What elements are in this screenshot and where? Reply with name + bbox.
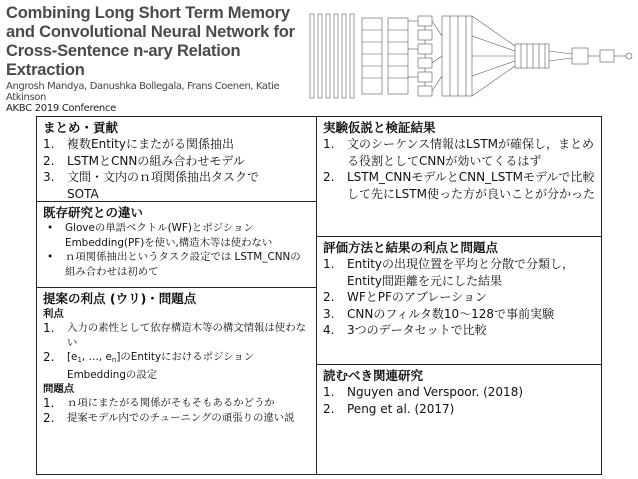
proposal-title: 提案の利点 (ウリ)・問題点 [43,291,197,306]
list-item: 2. 提案モデル内でのチューニングの頑張りの違い説 [43,410,295,425]
figure-input-columns [310,14,354,98]
pros-list [43,321,310,382]
list-item: 2. LSTMとCNNの組み合わせモデル [43,153,245,168]
list-item: 1. 文のシーケンス情報はLSTMが確保し，まとめる役割としてCNNが効いてくるはず [323,137,595,168]
proposal-panel [36,287,317,475]
architecture-figure [300,6,634,106]
reading-list [323,384,595,417]
list-item: 2. Peng et al. (2017) [323,401,455,416]
evaluation-title: 評価方法と結果の利点と問題点 [323,240,499,255]
list-item: • ｎ項関係抽出というタスク設定では LSTM_CNNの組み合わせは初めて [47,251,301,278]
summary-title: まとめ・貢献 [43,120,119,135]
paper-title: Combining Long Short Term Memory and Convolutional Neural Network for Cross-Sentence n-ary Relation Extraction [6,4,295,79]
list-item: 4. 3つのデータセットで比較 [323,323,487,337]
experiment-title: 実験仮説と検証結果 [323,120,436,135]
figure-lstm-cells [408,16,432,96]
list-item: 3. 文間・文内のｎ項関係抽出タスクでSOTA [43,170,260,201]
paper-conference: AKBC 2019 Conference [6,103,117,114]
cons-label: 問題点 [43,383,75,395]
experiment-panel [316,116,602,237]
summary-panel [36,116,317,202]
figure-conv-maps [432,16,472,96]
header [6,4,306,114]
list-item: 2. [$e_1$, …, $e_n$]のEntityにおけるポジションEmbeddingの設定 [43,350,255,381]
related-work-list [43,221,310,279]
list-item: 1. Nguyen and Verspoor. (2018) [323,385,524,399]
evaluation-list [323,256,595,339]
experiment-list [323,136,595,202]
figure-embedding-blocks [362,18,408,94]
summary-list [43,136,310,202]
reading-title: 読むべき関連研究 [323,368,424,383]
list-item: 2. WFとPFのアブレーション [323,290,487,304]
cons-list [43,396,310,425]
figure-pooled-vector [515,44,549,68]
list-item: 1. Entityの出現位置を平均と分散で分類し，Entity間距離を元にした結果 [323,257,575,288]
reading-panel [316,364,602,475]
list-item: 1. 入力の素性として依存構造木等の構文情報は使わない [43,321,306,349]
list-item: 1. ｎ項にまたがる関係がそもそもあるかどうか [43,396,275,410]
list-item: 3. CNNのフィルタ数10～128で事前実験 [323,306,555,321]
list-item: 1. 複数Entityにまたがる関係抽出 [43,137,235,151]
related-work-panel [36,201,317,288]
paper-authors: Angrosh Mandya, Danushka Bollegala, Frans Coenen, Katie Atkinson [6,81,280,103]
evaluation-panel [316,236,602,365]
figure-funnel [472,16,515,96]
related-work-title: 既存研究との違い [43,205,144,220]
list-item: 2. LSTM_CNNモデルとCNN_LSTMモデルで比較して先にLSTM使った方が良いことが分かった [323,170,595,201]
pros-label: 利点 [43,308,64,320]
list-item: • Gloveの単語ベクトル(WF)とポジションEmbedding(PF)を使い,構造木等は使わない [47,222,273,249]
figure-output [549,48,632,64]
